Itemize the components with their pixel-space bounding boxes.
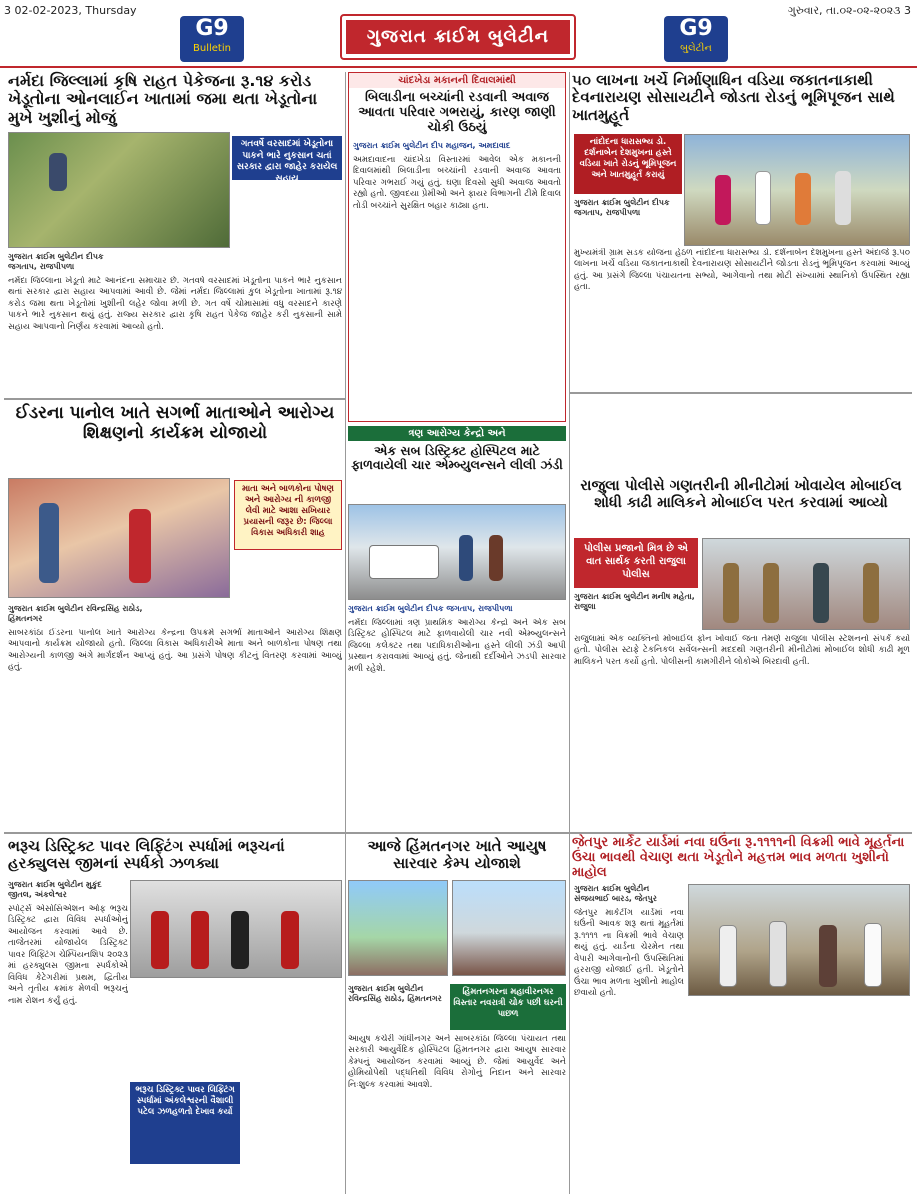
article-ambulances [348,426,566,473]
article-headline: બિલાડીના બચ્ચાંની રડવાની અવાજ આવતા પરિવાર ગભરાયું, કારણ જાણી ચોકી ઉઠયું [358,90,556,135]
article-narmada-relief [8,72,342,127]
header-date-left: 3 02-02-2023, Thursday [4,4,137,17]
article-body: સ્પોર્ટ્સ એસોસિએશન ઓફ ભરૂચ ડિસ્ટ્રિક્ટ દ્વારા વિવિધ સ્પર્ધાઓનું આયોજન કરવામાં આવે છે. તાજેતરમાં યોજાયેલ ડિસ્ટ્રિક્ટ પાવર લિફ્ટિંગ ચેમ્પિયનશિપ ૨૦૨૩ માં હરક્યુલસ જીમના સ્પર્ધકોએ વિવિધ કેટેગરીમાં પ્રથમ, દ્વિતીય અને તૃતીય ક્રમાંક મેળવી ભરૂચનું નામ રોશન કર્યું હતું. [8,904,128,1006]
divider [570,392,912,394]
article-byline: ગુજરાત ક્રાઈમ બુલેટીન દીપક જગતાપ, રાજપીપળા [574,198,670,217]
farm-photo [8,132,230,248]
article-headline: ભરૂચ ડિસ્ટ્રિક્ટ પાવર લિફ્ટિંગ સ્પર્ધામાં ભરૂચનાં હરક્યુલસ જીમનાં સ્પર્ધકો ઝળક્યા [8,837,285,873]
article-callout: હિંમતનગરના મહાવીરનગર વિસ્તાર નવરાત્રી ચોક પછી ઘરની પાછળ [450,984,566,1030]
article-ayush-camp [348,838,566,873]
article-headline: જેતપુર માર્કેટ યાર્ડમાં નવા ઘઉંના રૂ.૧૧૧૧ની વિક્રમી ભાવે મૂહર્તના ઉંચા ભાવથી વેચાણ થતા ખેડૂતોને મહત્તમ ભાવ મળતા ખુશીનો માહોલ [572,835,905,880]
article-headline: આજે હિંમતનગર ખાતે આયુષ સારવાર કેમ્પ યોજાશે [367,837,547,873]
article-panol-health [8,404,342,443]
police-photo [702,538,910,630]
article-body: મુખ્યમંત્રી ગ્રામ સડક યોજના હેઠળ નાંદોદના ધારાસભ્ય ડો. દર્શનાબેન દેશમુખના હસ્તે અંદાજે રૂ.૫૦ લાખના ખર્ચે વડિયા જકાતનાકાથી દેવનારાયણ સોસાયટીને જોડતા રોડનું ભૂમિપૂજન કરવામાં આવ્યું હતું. આ પ્રસંગે જિલ્લા પંચાયતના સભ્યો, આગેવાનો તથા મોટી સંખ્યામાં સ્થાનિકો ઉપસ્થિત રહ્યા હતા. [574,248,910,293]
masthead-title: ગુજરાત ક્રાઈમ બુલેટીન [346,20,570,54]
article-byline: ગુજરાત ક્રાઈમ બુલેટીન મનીષ મહેતા, રાજુલા [574,592,695,611]
article-byline: ગુજરાત ક્રાઈમ બુલેટીન રવિન્દ્રસિંહ રાઠોડ, હિંમતનગર [8,604,143,623]
market-yard-photo [688,884,910,996]
article-byline: ગુજરાત ક્રાઈમ બુલેટીન દીપક જગતાપ, રાજપીપળા [348,604,513,613]
article-byline: ગુજરાત ક્રાઈમ બુલેટીન મુકુંદ જીતલ, અંકલેશ્વર [8,880,102,899]
article-byline: ગુજરાત ક્રાઈમ બુલેટીન રવિન્દ્રસિંહ રાઠોડ, હિંમતનગર [348,984,442,1003]
page-header [0,0,917,68]
article-chandkheda-kittens [348,72,566,422]
article-callout: ભરૂચ ડિસ્ટ્રિક્ટ પાવર લિફ્ટિંગ સ્પર્ધામાં અંકલેશ્વરની વૈશાલી પટેલ ઝળહળતો દેખાવ કર્યો [130,1082,240,1164]
article-headline: ઈડરના પાનોલ ખાતે સગર્ભા માતાઓને આરોગ્ય શિક્ષણનો કાર્યક્રમ યોજાયો [15,403,335,443]
divider [4,832,912,834]
divider [4,398,346,400]
article-headline: ૫૦ લાખના ખર્ચે નિર્માણાધિન વડિયા જકાતનાકાથી દેવનારાયણ સોસાયટીને જોડતા રોડનું ભૂમિપૂજન સાથે ખાતમુહૂર્ત [572,71,895,124]
hospital-photo [452,880,566,976]
article-jetpur-wheat [572,836,910,881]
ceremony-photo [684,134,910,246]
article-callout: નાંદોદના ધારાસભ્ય ડો. દર્શનાબેન દેશમુખના હસ્તે વડિયા ખાતે રોડનું ભૂમિપૂજન અને ખાતમુહૂર્ત કરાયું [574,134,682,194]
powerlifting-photo [130,880,342,978]
article-byline: ગુજરાત ક્રાઈમ બુલેટીન સંજયભાઈ બારડ, જેતપુર [574,884,657,903]
column-divider [569,72,570,1194]
article-bharuch-powerlifting [8,838,342,873]
article-body: અમદાવાદના ચાંદખેડા વિસ્તારમાં આવેલ એક મકાનની દિવાલમાંથી બિલાડીના બચ્ચાંની રડવાની અવાજ આવતા પરિવાર ગભરાઈ ગયું હતું. ઘણા દિવસો સુધી અવાજ આવતો રહ્યો હતો. જીવદયા પ્રેમીઓ અને ફાયર વિભાગની ટીમે દિવાલ તોડી બચ્ચાંને સુરક્ષિત બહાર કાઢ્યા હતા. [353,154,561,211]
article-vadiya-road [572,72,910,124]
column-divider [345,72,346,1194]
article-body: નર્મદા જિલ્લાના ખેડૂતો માટે આનંદના સમાચાર છે. ગતવર્ષે વરસાદમાં ખેડૂતોના પાકને ભારે નુકસાન થતાં સરકાર દ્વારા સહાય આપવામાં આવી છે. જેમાં નર્મદા જિલ્લામાં કુલ ખેડૂતોના ખાતામાં રૂ.૧૪ કરોડ જમા થતા ખેડૂતોમાં ખુશીની લહેર જોવા મળી છે. ગત વર્ષે ચોમાસામાં વધુ વરસાદને કારણે પાકને ભારે નુકસાન થયું હતું. રાજ્ય સરકાર દ્વારા કૃષિ રાહત પેકેજ જાહેર કરી નુકસાની સામે સહાય આપવાનો નિર્ણય કરવામાં આવ્યો હતો. [8,276,342,332]
article-kicker: ત્રણ આરોગ્ય કેન્દ્રો અને [348,426,566,441]
article-body: જેતપુર માર્કેટીંગ યાર્ડમાં નવા ઘઉંની આવક શરૂ થતાં મૂહર્તમાં રૂ.૧૧૧૧ ના વિક્રમી ભાવે વેચાણ થયું હતું. યાર્ડના ચેરમેન તથા વેપારી આગેવાનોની ઉપસ્થિતિમાં હરરાજી યોજાઈ હતી. ખેડૂતોને ઉંચા ભાવ મળતા ખુશીનો માહોલ છવાયો હતો. [574,908,684,999]
article-body: સાબરકાંઠા ઈડરના પાનોલ ખાતે આરોગ્ય કેન્દ્રના ઉપક્રમે સગર્ભા માતાઓને આરોગ્ય શિક્ષણ આપવાનો કાર્યક્રમ યોજાયો હતો. જિલ્લા વિકાસ અધિકારીએ માતા અને બાળકોના પોષણ તથા આરોગ્યની કાળજી અંગે માર્ગદર્શન આપ્યું હતું. આ પ્રસંગે પોષણ કીટનું વિતરણ કરવામાં આવ્યું હતું. [8,628,342,673]
health-event-photo [8,478,230,598]
g9-bulletin-logo: G9 Bulletin [180,16,244,62]
article-body: રાજુલામાં એક વ્યક્તિનો મોબાઈલ ફોન ખોવાઈ જતા તેમણે રાજુલા પોલીસ સ્ટેશનનો સંપર્ક કર્યો હતો. પોલીસ સ્ટાફે ટેકનિકલ સર્વેલન્સની મદદથી ગણતરીની મીનીટોમાં મોબાઈલ શોધી કાઢી મૂળ માલિકને પરત કર્યો હતો. પોલીસની કામગીરીને લોકોએ બિરદાવી હતી. [574,634,910,667]
article-kicker: ચાંદખેડા મકાનની દિવાલમાંથી [349,73,565,88]
masthead [340,14,576,60]
article-callout: પોલીસ પ્રજાનો મિત્ર છે એ વાત સાર્થક કરતી રાજુલા પોલીસ [574,538,698,588]
article-headline: નર્મદા જિલ્લામાં કૃષિ રાહત પેકેજના રૂ.૧૪ કરોડ ખેડૂતોના ઓનલાઈન ખાતામાં જમા થતા ખેડૂતોના મુખે ખુશીનું મોજું [8,71,318,127]
article-callout: માતા અને બાળકોના પોષણ અને આરોગ્ય ની કાળજી લેવી માટે આશા સખિયાર પ્રયાસની જરૂર છે: જિલ્લા વિકાસ અધિકારી શાહ [234,480,342,550]
article-headline: રાજુલા પોલીસે ગણતરીની મીનીટોમાં ખોવાયેલ મોબાઈલ શોધી કાઢી માલિકને મોબાઈલ પરત કરવામાં આવ્યો [580,478,902,511]
header-date-right: ગુરુવાર, તા.૦૨-૦૨-૨૦૨૩ 3 [787,4,911,17]
article-body: નર્મદા જિલ્લામાં ત્રણ પ્રાથમિક આરોગ્ય કેન્દ્રો અને એક સબ ડિસ્ટ્રિક્ટ હોસ્પિટલ માટે ફાળવાયેલી ચાર નવી એમ્બ્યુલન્સને જિલ્લા કલેક્ટર તથા પદાધિકારીઓના હસ્તે લીલી ઝંડી આપી પ્રસ્થાન કરાવવામાં આવ્યું હતું. જેનાથી દર્દીઓને ઝડપી સારવાર મળી રહેશે. [348,618,566,674]
article-callout: ગતવર્ષે વરસાદમાં ખેડૂતોના પાકને ભારે નુકસાન ચતાં સરકાર દ્વારા જાહેર કરાયેલ સહાય [232,136,342,180]
article-rajula-police [572,478,910,511]
article-headline: એક સબ ડિસ્ટ્રિક્ટ હોસ્પિટલ માટે ફાળવાયેલી ચાર એમ્બ્યુલન્સને લીલી ઝંડી [351,443,563,473]
article-byline: ગુજરાત ક્રાઈમ બુલેટીન દીપક જગતાપ, રાજપીપળા [8,252,104,271]
article-byline: ગુજરાત ક્રાઈમ બુલેટીન દીપ મહાજન, અમદાવાદ [353,140,511,150]
ambulance-photo [348,504,566,600]
town-photo [348,880,448,976]
g9-bulletin-logo-gujarati: G9 બુલેટીન [664,16,728,62]
article-body: આયુષ કચેરી ગાંધીનગર અને સાબરકાંઠા જિલ્લા પંચાયત તથા સરકારી આયુર્વેદિક હોસ્પિટલ હિંમતનગર દ્વારા આયુષ સારવાર કેમ્પનું આયોજન કરવામાં આવ્યું છે. જેમાં આયુર્વેદ અને હોમિયોપેથી પદ્ધતિથી વિવિધ રોગોનું નિદાન અને સારવાર નિઃશુલ્ક કરવામાં આવશે. [348,1034,566,1090]
